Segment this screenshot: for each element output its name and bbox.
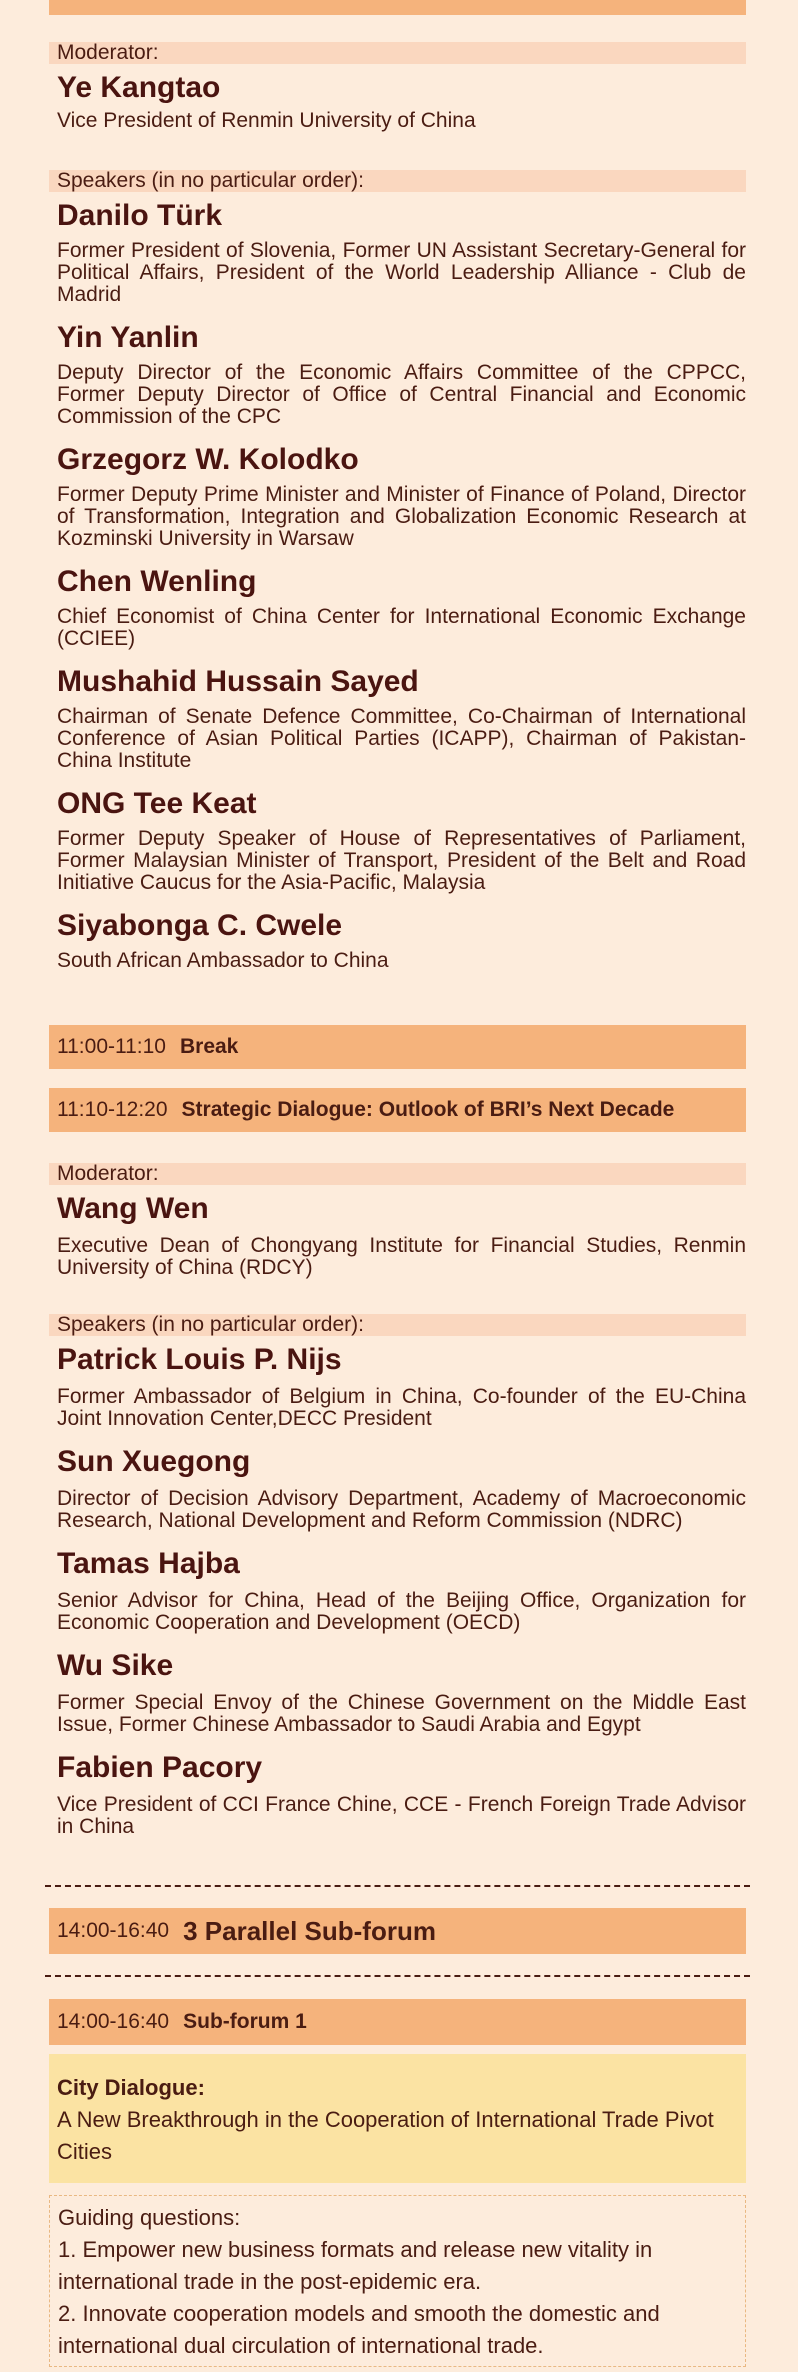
person-name: Chen Wenling — [57, 565, 257, 598]
guiding-label: Guiding questions: — [58, 2205, 241, 2230]
speaker-entry — [49, 664, 746, 772]
card-subtitle: A New Breakthrough in the Cooperation of International Trade Pivot Cities — [57, 2107, 714, 2164]
subforum1-title: Sub-forum 1 — [183, 2010, 307, 2033]
person-name: Tamas Hajba — [57, 1547, 240, 1580]
parallel-title: 3 Parallel Sub-forum — [183, 1915, 436, 1946]
moderator-entry — [49, 70, 746, 132]
session2-moderator-block — [49, 1163, 746, 1279]
session1-moderator-block — [49, 42, 746, 132]
speakers-label: Speakers (in no particular order): — [49, 170, 746, 192]
subforum1-time: 14:00-16:40 — [57, 2010, 170, 2033]
person-desc: Vice President of CCI France Chine, CCE - French Foreign Trade Advisor in China — [57, 1793, 746, 1838]
subforum1-bar — [49, 1999, 746, 2045]
person-desc: Former President of Slovenia, Former UN Assistant Secretary-General for Political Affairs, President of the World Leadership Alliance - Club de Madrid — [57, 239, 746, 306]
speaker-entry — [49, 564, 746, 650]
speaker-entry — [49, 1444, 746, 1532]
break-bar — [49, 1025, 746, 1069]
break-title: Break — [179, 1035, 239, 1058]
break-time: 11:00-11:10 — [57, 1035, 166, 1058]
person-name: Grzegorz W. Kolodko — [57, 443, 359, 476]
session1-header-bar — [49, 0, 746, 15]
person-name: Mushahid Hussain Sayed — [57, 665, 419, 698]
speaker-entry — [49, 442, 746, 550]
speaker-entry — [49, 1342, 746, 1430]
person-name: Siyabonga C. Cwele — [57, 909, 343, 942]
speaker-entry — [49, 908, 746, 972]
person-desc: Executive Dean of Chongyang Institute for Financial Studies, Renmin University of China (RDCY) — [57, 1234, 746, 1279]
person-desc: Chairman of Senate Defence Committee, Co-Chairman of International Conference of Asian Political Parties (ICAPP), Chairman of Pakistan-China Institute — [57, 705, 746, 772]
person-name: Patrick Louis P. Nijs — [57, 1343, 342, 1376]
person-desc: Former Special Envoy of the Chinese Government on the Middle East Issue, Former Chinese Ambassador to Saudi Arabia and Egypt — [57, 1691, 746, 1736]
session1-speakers-block — [49, 170, 746, 972]
moderator-label: Moderator: — [49, 42, 746, 64]
session2-time: 11:10-12:20 — [57, 1098, 168, 1121]
person-name: Wu Sike — [57, 1649, 174, 1682]
session2-title: Strategic Dialogue: Outlook of BRI’s Next Decade — [181, 1098, 675, 1121]
speaker-entry — [49, 320, 746, 428]
speaker-entry — [49, 1648, 746, 1736]
person-name: Yin Yanlin — [57, 321, 199, 354]
speaker-entry — [49, 198, 746, 306]
person-desc: Chief Economist of China Center for International Economic Exchange (CCIEE) — [57, 605, 746, 650]
person-desc: Senior Advisor for China, Head of the Beijing Office, Organization for Economic Cooperation and Development (OECD) — [57, 1589, 746, 1634]
moderator-label: Moderator: — [49, 1163, 746, 1185]
person-name: Wang Wen — [57, 1192, 209, 1225]
person-desc: Vice President of Renmin University of China — [57, 109, 476, 132]
person-name: Fabien Pacory — [57, 1751, 263, 1784]
speaker-entry — [49, 1546, 746, 1634]
guiding-question: 1. Empower new business formats and release new vitality in international trade in the post-epidemic era. — [58, 2237, 653, 2294]
person-desc: Director of Decision Advisory Department, Academy of Macroeconomic Research, National Development and Reform Commission (NDRC) — [57, 1487, 746, 1532]
person-desc: Former Ambassador of Belgium in China, Co-founder of the EU-China Joint Innovation Center,DECC President — [57, 1385, 746, 1430]
person-name: Ye Kangtao — [57, 71, 221, 104]
person-desc: Former Deputy Speaker of House of Representatives of Parliament, Former Malaysian Minister of Transport, President of the Belt and Road Initiative Caucus for the Asia-Pacific, Malaysia — [57, 827, 746, 894]
speaker-entry — [49, 786, 746, 894]
person-name: ONG Tee Keat — [57, 787, 257, 820]
card-title: City Dialogue: — [57, 2075, 205, 2100]
session2-bar — [49, 1088, 746, 1132]
city-dialogue-card — [49, 2054, 746, 2183]
session2-speakers-block — [49, 1314, 746, 1838]
moderator-entry — [49, 1191, 746, 1279]
person-name: Sun Xuegong — [57, 1445, 251, 1478]
person-desc: South African Ambassador to China — [57, 949, 389, 972]
section-divider — [45, 1975, 750, 1977]
parallel-time: 14:00-16:40 — [57, 1919, 170, 1942]
person-name: Danilo Türk — [57, 199, 223, 232]
speaker-entry — [49, 1750, 746, 1838]
speakers-label: Speakers (in no particular order): — [49, 1314, 746, 1336]
guiding-questions-box — [49, 2195, 746, 2367]
section-divider — [45, 1885, 750, 1887]
person-desc: Deputy Director of the Economic Affairs Committee of the CPPCC, Former Deputy Director of Office of Central Financial and Economic Commission of the CPC — [57, 361, 746, 428]
person-desc: Former Deputy Prime Minister and Minister of Finance of Poland, Director of Transformation, Integration and Globalization Economic Research at Kozminski University in Warsaw — [57, 483, 746, 550]
guiding-question: 2. Innovate cooperation models and smooth the domestic and international dual circulation of international trade. — [58, 2301, 660, 2358]
parallel-subforum-bar — [49, 1908, 746, 1954]
